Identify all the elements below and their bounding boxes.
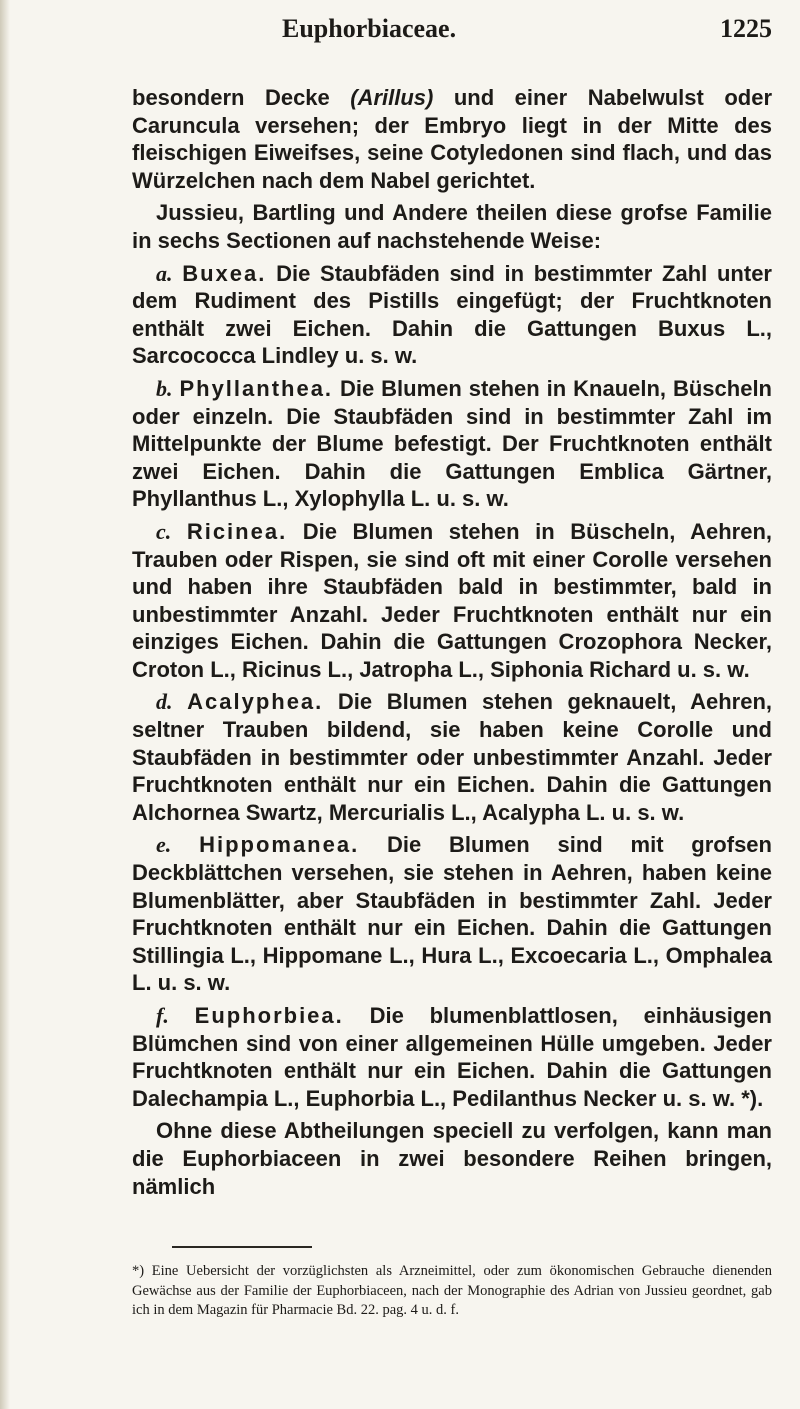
section-f-letter: f. (156, 1003, 169, 1028)
section-e (132, 831, 772, 997)
page-number: 1225 (720, 14, 772, 43)
section-d-letter: d. (156, 689, 173, 715)
section-f (132, 1002, 772, 1112)
footnote-rule (172, 1246, 312, 1248)
body-text (132, 84, 772, 1205)
section-e-name: Hippomanea. (199, 832, 360, 858)
section-f-text: Die blumenblattlosen, einhäusigen Blümchen sind von einer allgemeinen Hülle umgeben. Jeder Fruchtknoten enthält nur ein Eichen. Dahin die Gattungen Dalechampia L., Euphorbia L., Pedilanthus Necker u. s. w. *). (132, 1003, 772, 1111)
paragraph-2: Jussieu, Bartling und Andere theilen diese grofse Familie in sechs Sectionen auf nachstehende Weise: (132, 200, 772, 253)
section-d-name: Acalyphea. (187, 689, 324, 715)
section-a-name: Buxea. (182, 260, 267, 286)
section-c (132, 518, 772, 684)
paragraph-1 (132, 84, 772, 194)
section-e-letter: e. (156, 832, 172, 858)
section-d (132, 688, 772, 826)
section-a-text: Die Staubfäden sind in bestimmter Zahl unter dem Rudiment des Pistills eingefügt; der Fruchtknoten enthält zwei Eichen. Dahin die Gattungen Buxus L., Sarcococca Lindley u. s. w. (132, 260, 772, 369)
page-header (132, 6, 772, 50)
closing-paragraph: Ohne diese Abtheilungen speciell zu verfolgen, kann man die Euphorbiaceen in zwei besondere Reihen bringen, nämlich (132, 1118, 772, 1199)
section-b-letter: b. (156, 375, 173, 401)
section-d-text: Die Blumen stehen geknauelt, Aehren, seltner Trauben bildend, sie haben keine Corolle und Staubfäden in bestimmter oder unbestimmter Anzahl. Jeder Fruchtknoten enthält nur ein Eichen. Dahin die Gattungen Alchornea Swartz, Mercurialis L., Acalypha L. u. s. w. (132, 689, 772, 825)
section-c-name: Ricinea. (186, 518, 288, 544)
footnote: *) Eine Uebersicht der vorzüglichsten als Arzneimittel, oder zum ökonomischen Gebrauche dienenden Gewächse aus der Familie der Euphorbiaceen, nach der Monographie des Adrian von Jussieu geordnet, gab ich in dem Magazin für Pharmacie Bd. 22. pag. 4 u. d. f. (132, 1263, 772, 1318)
section-c-text: Die Blumen stehen in Büscheln, Aehren, Trauben oder Rispen, sie sind oft mit einer Corolle versehen und haben ihre Staubfäden bald in bestimmter, bald in unbestimmter Anzahl. Jeder Fruchtknoten enthält nur ein einziges Eichen. Dahin die Gattungen Crozophora Necker, Croton L., Ricinus L., Jatropha L., Siphonia Richard u. s. w. (132, 518, 772, 682)
section-b-text: Die Blumen stehen in Knaueln, Büscheln oder einzeln. Die Staubfäden sind in bestimmter Zahl im Mittelpunkte der Blume befestigt. Der Fruchtknoten enthält zwei Eichen. Dahin die Gattungen Emblica Gärtner, Phyllanthus L., Xylophylla L. u. s. w. (132, 375, 772, 512)
arillus-term: (Arillus) (350, 85, 434, 110)
page-spine-shadow (0, 0, 10, 1409)
paragraph-1-text-b: und einer Nabelwulst oder Caruncula versehen; der Embryo liegt in der Mitte des fleischigen Eiweifses, seine Cotyledonen sind flach, und das Würzelchen nach dem Nabel gerichtet. (132, 85, 772, 193)
section-f-name: Euphorbiea. (194, 1003, 344, 1028)
running-head: Euphorbiaceae. (282, 14, 457, 43)
section-a-letter: a. (156, 260, 173, 286)
paragraph-1-text-a: besondern Decke (132, 85, 351, 110)
section-e-text: Die Blumen sind mit grofsen Deckblättchen versehen, sie stehen in Aehren, haben keine Blumenblätter, aber Staubfäden in bestimmter Zahl. Jeder Fruchtknoten enthält nur ein Eichen. Dahin die Gattungen Stillingia L., Hippomane L., Hura L., Excoecaria L., Omphalea L. u. s. w. (132, 832, 772, 996)
section-a (132, 260, 772, 370)
section-c-letter: c. (156, 518, 172, 544)
section-b (132, 375, 772, 513)
section-b-name: Phyllanthea. (179, 375, 334, 401)
